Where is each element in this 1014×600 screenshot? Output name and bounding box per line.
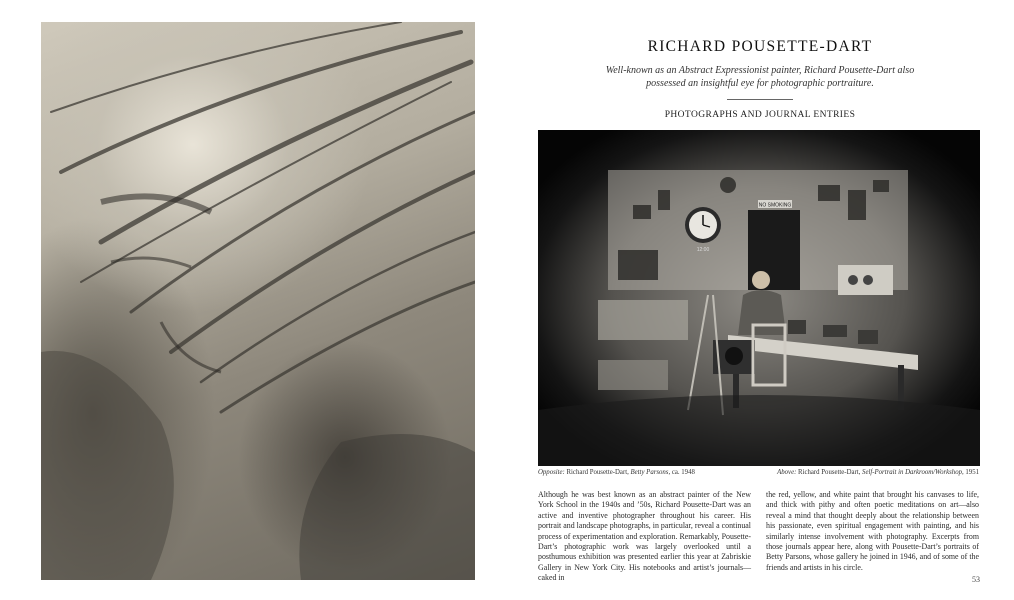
caption-above-prefix: Above:	[777, 469, 797, 476]
section-heading: PHOTOGRAPHS AND JOURNAL ENTRIES	[664, 110, 856, 120]
caption-opposite-text: Richard Pousette-Dart,	[564, 469, 631, 476]
caption-opposite-prefix: Opposite:	[538, 469, 565, 476]
sign-label: NO SMOKING	[758, 202, 792, 209]
caption-opposite-suffix: , ca. 1948	[668, 469, 695, 476]
caption-above-title: Self-Portrait in Darkroom/Workshop	[862, 469, 962, 476]
article-subtitle	[560, 65, 960, 90]
caption-opposite	[538, 469, 695, 476]
darkroom-scene	[538, 130, 980, 466]
caption-above	[777, 469, 979, 476]
body-column-1: Although he was best known as an abstract painter of the New York School in the 1940s and ’50s, Richard Pousette-Dart was an active and inventive photographer throughout his career. His portrait and landscape photographs, in particular, reveal a continual process of experimentation and exploration. Remarkably, Pousette-Dart’s photographic work was largely overlooked until a posthumous exhibition was presented earlier this year at Zabriskie Gallery in New York City. His notebooks and artist’s journals—caked in	[538, 490, 751, 583]
subtitle-line-1: Well-known as an Abstract Expressionist painter, Richard Pousette-Dart also	[605, 65, 915, 76]
body-column-2: the red, yellow, and white paint that brought his canvases to life, and thick with pithy and often poetic meditations on art—also reveal a mind that thought deeply about the relationship between his passionate, even spiritual engagement with painting, and his similarly intense involvement with photography. Excerpts from those journals appear here, along with Pousette-Dart’s portraits of Betty Parsons, whose gallery he joined in 1946, and of some of the friends and artists in his circle.	[766, 490, 979, 572]
caption-opposite-title: Betty Parsons	[630, 469, 669, 476]
title-divider	[727, 99, 793, 100]
caption-above-suffix: , 1951	[962, 469, 979, 476]
clock-label: 12:00	[696, 247, 710, 253]
subtitle-line-2: possessed an insightful eye for photographic portraiture.	[646, 77, 874, 89]
page-number: 53	[972, 575, 980, 584]
darkroom-workshop-photo	[538, 130, 980, 466]
article-header	[560, 38, 960, 120]
article-title: RICHARD POUSETTE-DART	[647, 38, 873, 55]
betty-parsons-photo	[41, 22, 475, 580]
photo-texture	[41, 22, 475, 580]
caption-above-text: Richard Pousette-Dart,	[796, 469, 863, 476]
